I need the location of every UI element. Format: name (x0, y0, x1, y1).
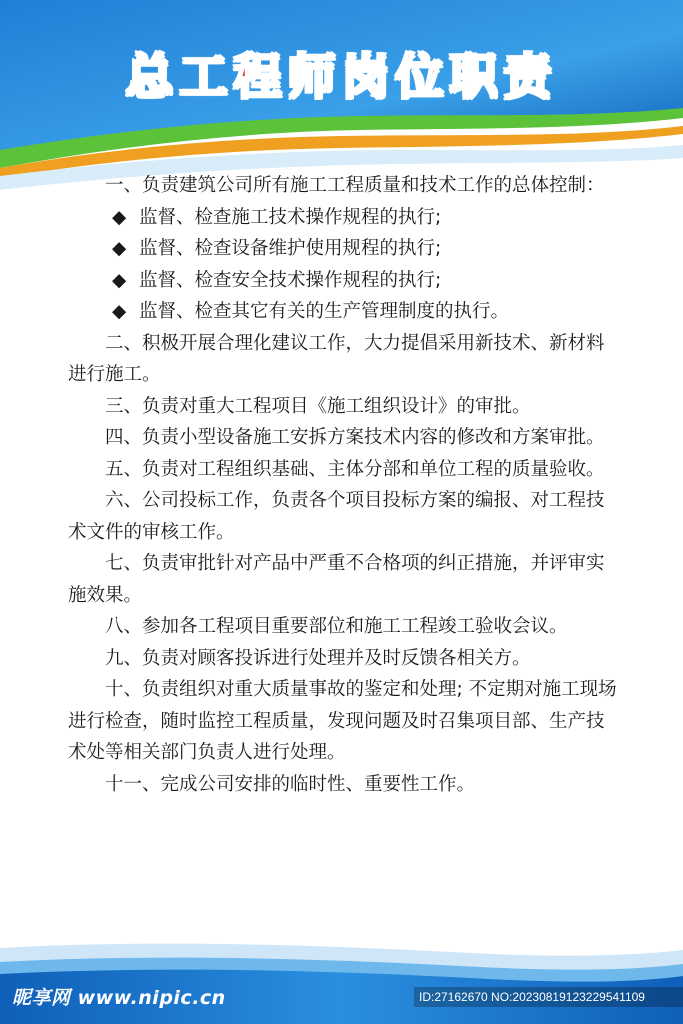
duty-item-9: 九、负责对顾客投诉进行处理并及时反馈各相关方。 (105, 647, 531, 669)
diamond-bullet-icon: ◆ (112, 206, 127, 228)
duty-item-11: 十一、完成公司安排的临时性、重要性工作。 (105, 773, 476, 795)
sub-item-1: ◆ 监督、检查施工技术操作规程的执行; (68, 202, 620, 234)
duty-item-10: 十、负责组织对重大质量事故的鉴定和处理; 不定期对施工现场进行检查，随时监控工程质量，发现问题及时召集项目部、生产技术处等相关部门负责人进行处理。 (68, 679, 617, 763)
duty-item-5: 五、负责对工程组织基础、主体分部和单位工程的质量验收。 (105, 458, 605, 480)
page-title: 总工程师岗位职责 (125, 49, 558, 105)
watermark-id: ID:27162670 NO:20230819123229541109 (414, 987, 683, 1007)
sub-item-3: ◆ 监督、检查安全技术操作规程的执行; (68, 265, 620, 297)
duty-item-4: 四、负责小型设备施工安拆方案技术内容的修改和方案审批。 (105, 427, 605, 448)
diamond-bullet-icon: ◆ (112, 238, 127, 259)
duty-item-7: 七、负责审批针对产品中严重不合格项的纠正措施，并评审实施效果。 (68, 553, 605, 606)
duty-item-8: 八、参加各工程项目重要部位和施工工程竣工验收会议。 (105, 616, 568, 637)
duties-content (68, 170, 620, 800)
duty-item-3: 三、负责对重大工程项目《施工组织设计》的审批。 (105, 395, 531, 417)
watermark-logo: 昵享网 www.nipic.cn (12, 987, 226, 1009)
duty-item-1: 一、负责建筑公司所有施工工程质量和技术工作的总体控制： (105, 175, 605, 196)
diamond-bullet-icon: ◆ (112, 269, 127, 291)
sub-item-4: ◆ 监督、检查其它有关的生产管理制度的执行。 (68, 296, 620, 328)
diamond-bullet-icon: ◆ (112, 301, 127, 322)
sub-item-2: ◆ 监督、检查设备维护使用规程的执行; (68, 233, 620, 265)
duty-item-6: 六、公司投标工作，负责各个项目投标方案的编报、对工程技术文件的审核工作。 (68, 490, 605, 543)
duty-item-2: 二、积极开展合理化建议工作，大力提倡采用新技术、新材料进行施工。 (68, 332, 605, 385)
